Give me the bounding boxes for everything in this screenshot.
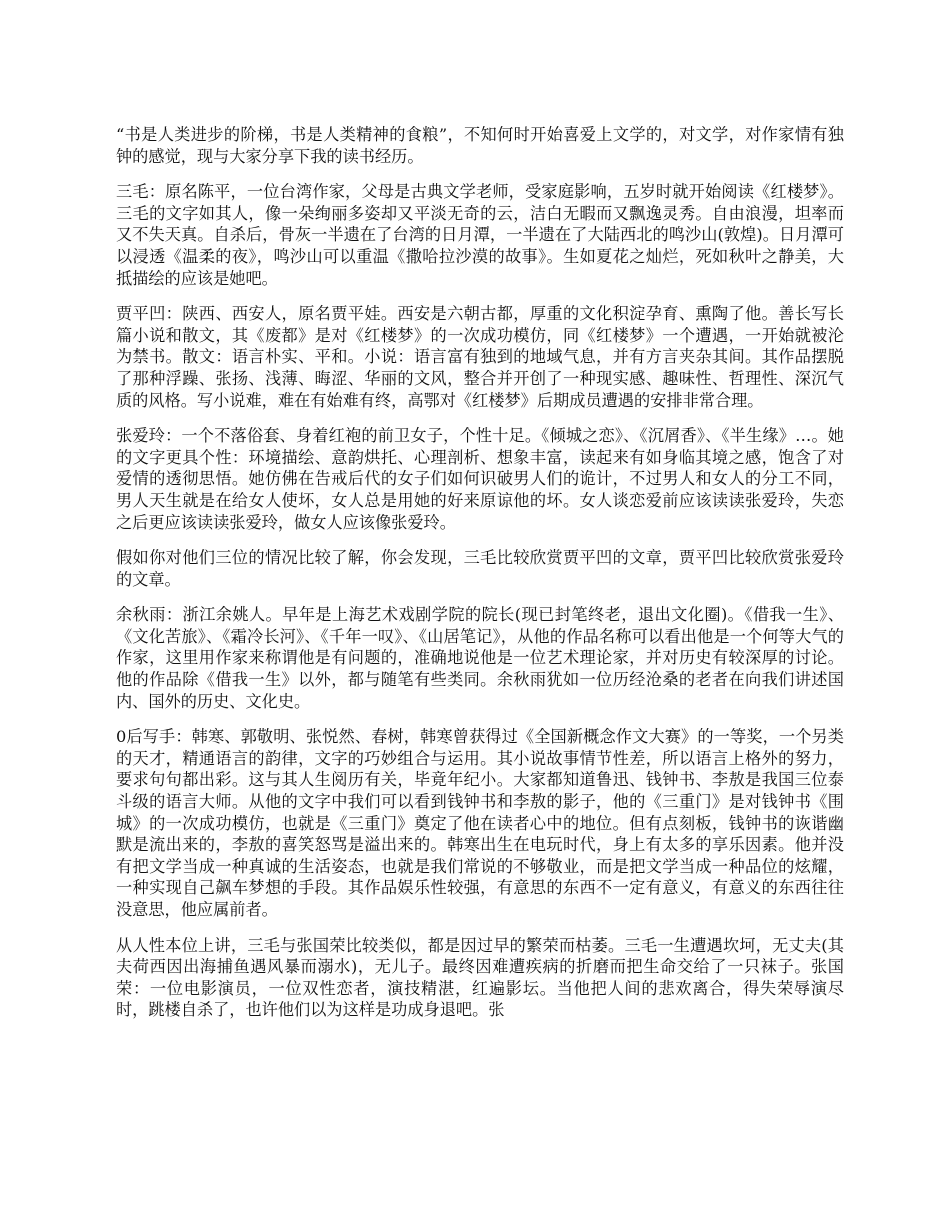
sanmao-paragraph: 三毛：原名陈平，一位台湾作家，父母是古典文学老师，受家庭影响，五岁时就开始阅读《红楼梦》。三毛的文字如其人，像一朵绚丽多姿却又平淡无奇的云，洁白无暇而又飘逸灵秀。自由浪漫，坦率而又不失天真。自杀后，骨灰一半遗在了台湾的日月潭，一半遗在了大陆西北的鸣沙山(敦煌)。日月潭可以浸透《温柔的夜》，鸣沙山可以重温《撒哈拉沙漠的故事》。生如夏花之灿烂，死如秋叶之静美，大抵描绘的应该是她吧。: [116, 182, 844, 288]
intro-paragraph: “书是人类进步的阶梯，书是人类精神的食粮”，不知何时开始喜爱上文学的，对文学，对作家情有独钟的感觉，现与大家分享下我的读书经历。: [116, 125, 844, 166]
jia-pingwa-paragraph: 贾平凹：陕西、西安人，原名贾平娃。西安是六朝古都，厚重的文化积淀孕育、熏陶了他。善长写长篇小说和散文，其《废都》是对《红楼梦》的一次成功模仿，同《红楼梦》一个遭遇，一开始就被沦为禁书。散文：语言朴实、平和。小说：语言富有独到的地域气息，并有方言夹杂其间。其作品摆脱了那种浮躁、张扬、浅薄、晦涩、华丽的文风，整合并开创了一种现实感、趣味性、哲理性、深沉气质的风格。写小说难，难在有始难有终，高鄂对《红楼梦》后期成员遭遇的安排非常合理。: [116, 304, 844, 410]
humanity-paragraph: 从人性本位上讲，三毛与张国荣比较类似，都是因过早的繁荣而枯萎。三毛一生遭遇坎坷，无丈夫(其夫荷西因出海捕鱼遇风暴而溺水)，无儿子。最终因难遭疾病的折磨而把生命交给了一只袜子。张国荣：一位电影演员，一位双性恋者，演技精湛，红遍影坛。当他把人间的悲欢离合，得失荣辱演尽时，跳楼自杀了，也许他们以为这样是功成身退吧。张: [116, 935, 844, 1020]
document-page: [116, 124, 844, 1035]
young-writers-paragraph: 0后写手：韩寒、郭敬明、张悦然、春树，韩寒曾获得过《全国新概念作文大赛》的一等奖，一个另类的天才，精通语言的韵律，文字的巧妙组合与运用。其小说故事情节性差，所以语言上格外的努力，要求句句都出彩。这与其人生阅历有关，毕竟年纪小。大家都知道鲁迅、钱钟书、李敖是我国三位泰斗级的语言大师。从他的文字中我们可以看到钱钟书和李敖的影子，他的《三重门》是对钱钟书《围城》的一次成功模仿，也就是《三重门》奠定了他在读者心中的地位。但有点刻板，钱钟书的诙谐幽默是流出来的，李敖的喜笑怒骂是溢出来的。韩寒出生在电玩时代，身上有太多的享乐因素。他并没有把文学当成一种真诚的生活姿态，也就是我们常说的不够敬业，而是把文学当成一种品位的炫耀，一种实现自己飙车梦想的手段。其作品娱乐性较强，有意思的东西不一定有意义，有意义的东西往往没意思，他应属前者。: [116, 727, 844, 919]
yu-qiuyu-paragraph: 余秋雨：浙江余姚人。早年是上海艺术戏剧学院的院长(现已封笔终老，退出文化圈)。《借我一生》、《文化苦旅》、《霜冷长河》、《千年一叹》、《山居笔记》，从他的作品名称可以看出他是一个何等大气的作家，这里用作家来称谓他是有问题的，准确地说他是一位艺术理论家，并对历史有较深厚的讨论。他的作品除《借我一生》以外，都与随笔有些类同。余秋雨犹如一位历经沧桑的老者在向我们讲述国内、国外的历史、文化史。: [116, 605, 844, 711]
zhang-ailing-paragraph: 张爱玲：一个不落俗套、身着红袍的前卫女子，个性十足。《倾城之恋》、《沉屑香》、《半生缘》…。她的文字更具个性：环境描绘、意韵烘托、心理剖析、想象丰富，读起来有如身临其境之感，饱含了对爱情的透彻思悟。她仿佛在告戒后代的女子们如何识破男人们的诡计，不过男人和女人的分工不同，男人天生就是在给女人使坏，女人总是用她的好来原谅他的坏。女人谈恋爱前应该读读张爱玲，失恋之后更应该读读张爱玲，做女人应该像张爱玲。: [116, 426, 844, 532]
comparison-paragraph: 假如你对他们三位的情况比较了解，你会发现，三毛比较欣赏贾平凹的文章，贾平凹比较欣赏张爱玲的文章。: [116, 548, 844, 589]
